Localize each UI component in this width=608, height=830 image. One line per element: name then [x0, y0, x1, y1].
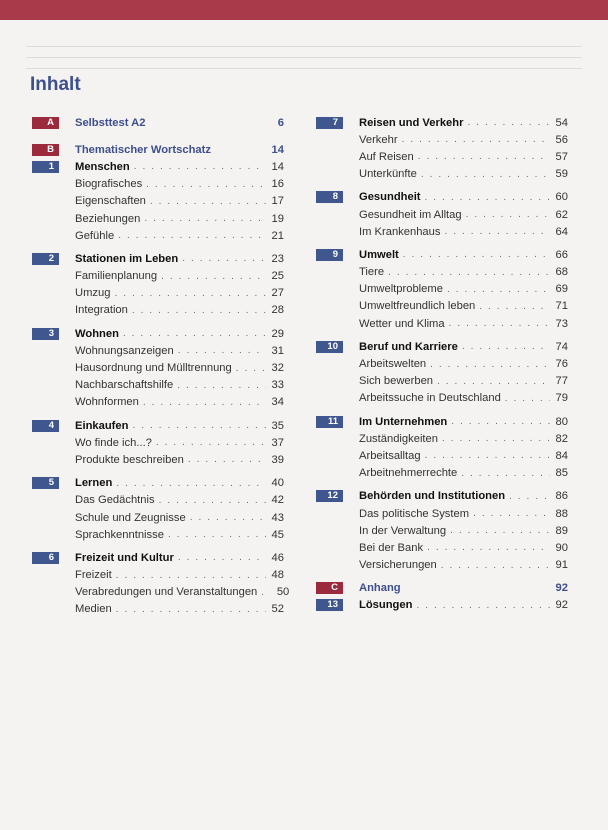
chapter-number-badge: 2: [32, 253, 59, 265]
dot-leader: [178, 552, 266, 563]
toc-entry-das-politische-system[interactable]: [316, 505, 568, 522]
toc-entry-label: Sich bewerben: [359, 375, 434, 388]
dot-leader: [144, 213, 266, 224]
toc-entry-label: Wo finde ich...?: [75, 436, 152, 449]
toc-entry-zustaendigkeiten[interactable]: [316, 430, 568, 447]
toc-entry-arbeitswelten[interactable]: [316, 355, 568, 372]
toc-entry-label: Gesundheit: [359, 191, 421, 204]
toc-entry-umweltfreundlich-leben[interactable]: [316, 298, 568, 315]
toc-page-number: 34: [271, 396, 284, 409]
dot-leader: [159, 495, 266, 506]
toc-page-number: 92: [555, 582, 568, 595]
dot-leader: [479, 301, 550, 312]
show-through-lines: [26, 36, 582, 96]
dot-leader: [425, 192, 550, 203]
toc-page-number: 14: [271, 160, 284, 173]
badge-spacer: [32, 230, 59, 242]
toc-page-number: 17: [271, 195, 284, 208]
badge-spacer: [316, 542, 343, 554]
dot-leader: [114, 288, 266, 299]
dot-leader: [388, 267, 550, 278]
dot-leader: [437, 376, 550, 387]
dot-leader: [509, 491, 550, 502]
toc-page-number: 32: [271, 362, 284, 375]
page-title: Inhalt: [30, 74, 81, 95]
chapter-number-badge: 12: [316, 490, 343, 502]
toc-entry-freizeit-und-kultur[interactable]: [32, 549, 284, 566]
chapter-number-badge: C: [316, 582, 343, 594]
toc-entry-label: Arbeitnehmerrechte: [359, 467, 458, 480]
toc-page-number: 82: [555, 432, 568, 445]
toc-page-number: 35: [271, 419, 284, 432]
toc-page-number: 64: [555, 225, 568, 238]
toc-entry-behoerden-und-institutionen[interactable]: [316, 488, 568, 505]
badge-spacer: [32, 379, 59, 391]
toc-entry-hausordnung-und-muelltrennung[interactable]: [32, 359, 284, 376]
toc-page-number: 76: [555, 358, 568, 371]
toc-entry-label: Eigenschaften: [75, 195, 146, 208]
dot-leader: [146, 179, 266, 190]
chapter-number-badge: 3: [32, 328, 59, 340]
toc-chapter-block: [32, 250, 284, 319]
chapter-number-badge: 7: [316, 117, 343, 129]
toc-left-column: [32, 114, 290, 624]
toc-page-number: 19: [271, 212, 284, 225]
toc-entry-wohnungsanzeigen[interactable]: [32, 342, 284, 359]
toc-page-number: 90: [555, 541, 568, 554]
badge-spacer: [32, 586, 59, 598]
chapter-number-badge: 8: [316, 191, 343, 203]
toc-entry-label: Menschen: [75, 160, 130, 173]
toc-entry-label: Das politische System: [359, 507, 470, 520]
toc-entry-label: Nachbarschaftshilfe: [75, 379, 174, 392]
toc-entry-das-gedaechtnis[interactable]: [32, 492, 284, 509]
toc-chapter-block: [316, 488, 568, 574]
dot-leader: [403, 249, 550, 260]
toc-entry-beziehungen[interactable]: [32, 210, 284, 227]
toc-page-number: 42: [271, 494, 284, 507]
toc-page-number: 54: [555, 116, 568, 129]
badge-spacer: [316, 151, 343, 163]
toc-entry-label: Selbsttest A2: [75, 116, 146, 129]
badge-spacer: [316, 467, 343, 479]
toc-entry-label: Wohnen: [75, 327, 119, 340]
toc-entry-label: Das Gedächtnis: [75, 494, 155, 507]
badge-spacer: [316, 450, 343, 462]
toc-chapter-block: [316, 189, 568, 241]
toc-entry-label: Wohnungsanzeigen: [75, 344, 174, 357]
badge-spacer: [32, 362, 59, 374]
toc-entry-menschen[interactable]: [32, 158, 284, 175]
toc-entry-gesundheit[interactable]: [316, 189, 568, 206]
badge-spacer: [32, 213, 59, 225]
toc-entry-eigenschaften[interactable]: [32, 193, 284, 210]
dot-leader: [442, 433, 550, 444]
toc-entry-label: Wetter und Klima: [359, 317, 445, 330]
toc-chapter-block: [316, 413, 568, 482]
toc-entry-label: Freizeit und Kultur: [75, 551, 174, 564]
dot-leader: [418, 151, 550, 162]
toc-page-number: 28: [271, 304, 284, 317]
dot-leader: [116, 604, 266, 615]
badge-spacer: [316, 559, 343, 571]
toc-entry-label: Integration: [75, 304, 128, 317]
toc-entry-label: Produkte beschreiben: [75, 453, 184, 466]
toc-page-number: 68: [555, 266, 568, 279]
toc-entry-sprachkenntnisse[interactable]: [32, 526, 284, 543]
badge-spacer: [316, 318, 343, 330]
dot-leader: [190, 512, 266, 523]
toc-entry-wohnformen[interactable]: [32, 394, 284, 411]
toc-entry-label: Anhang: [359, 582, 401, 595]
toc-page-number: 57: [555, 150, 568, 163]
badge-spacer: [32, 396, 59, 408]
toc-chapter-block: [32, 114, 284, 131]
toc-entry-label: Arbeitsalltag: [359, 449, 421, 462]
toc-entry-wetter-und-klima[interactable]: [316, 315, 568, 332]
toc-entry-arbeitnehmerrechte[interactable]: [316, 465, 568, 482]
badge-spacer: [32, 603, 59, 615]
toc-chapter-block: [316, 580, 568, 614]
dot-leader: [505, 393, 550, 404]
dot-leader: [467, 117, 550, 128]
badge-spacer: [316, 358, 343, 370]
dot-leader: [134, 161, 266, 172]
toc-entry-label: Umzug: [75, 287, 111, 300]
chapter-number-badge: 9: [316, 249, 343, 261]
dot-leader: [462, 341, 550, 352]
toc-entry-label: Lernen: [75, 477, 113, 490]
toc-entry-label: Beruf und Karriere: [359, 340, 458, 353]
toc-page-number: 45: [271, 528, 284, 541]
toc-page-number: 60: [555, 191, 568, 204]
toc-entry-umwelt[interactable]: [316, 246, 568, 263]
toc-entry-familienplanung[interactable]: [32, 268, 284, 285]
dot-leader: [450, 525, 550, 536]
toc-entry-bei-der-bank[interactable]: [316, 539, 568, 556]
badge-spacer: [32, 304, 59, 316]
toc-page-number: 56: [555, 133, 568, 146]
toc-entry-label: Medien: [75, 603, 112, 616]
toc-page-number: 50: [276, 586, 290, 599]
badge-spacer: [316, 134, 343, 146]
toc-page-number: 14: [271, 143, 284, 156]
toc-entry-wohnen[interactable]: [32, 325, 284, 342]
toc-entry-medien[interactable]: [32, 601, 284, 618]
toc-entry-label: Umwelt: [359, 248, 399, 261]
chapter-number-badge: 11: [316, 416, 343, 428]
toc-entry-im-krankenhaus[interactable]: [316, 223, 568, 240]
dot-leader: [430, 359, 550, 370]
dot-leader: [177, 380, 266, 391]
toc-page-number: 71: [555, 300, 568, 313]
toc-page-number: 23: [271, 252, 284, 265]
toc-page-number: 16: [271, 178, 284, 191]
toc-page-number: 85: [555, 467, 568, 480]
badge-spacer: [32, 270, 59, 282]
toc-entry-label: Auf Reisen: [359, 150, 414, 163]
toc-entry-label: Beziehungen: [75, 212, 141, 225]
toc-entry-selbsttest-a2[interactable]: [32, 114, 284, 131]
toc-entry-label: Sprachkenntnisse: [75, 528, 164, 541]
toc-entry-label: Thematischer Wortschatz: [75, 143, 211, 156]
toc-chapter-block: [32, 141, 284, 244]
toc-entry-label: Gesundheit im Alltag: [359, 208, 462, 221]
badge-spacer: [316, 168, 343, 180]
toc-entry-arbeitssuche-in-deutschland[interactable]: [316, 390, 568, 407]
dot-leader: [416, 600, 550, 611]
toc-entry-produkte-beschreiben[interactable]: [32, 451, 284, 468]
toc-page-number: 25: [271, 270, 284, 283]
badge-spacer: [316, 375, 343, 387]
dot-leader: [168, 529, 266, 540]
dot-leader: [461, 468, 550, 479]
toc-page-number: 86: [555, 490, 568, 503]
toc-page-number: 46: [271, 551, 284, 564]
dot-leader: [449, 318, 550, 329]
toc-entry-label: Tiere: [359, 266, 385, 279]
toc-entry-label: Wohnformen: [75, 396, 139, 409]
dot-leader: [123, 328, 266, 339]
toc-entry-label: Zuständigkeiten: [359, 432, 438, 445]
toc-entry-verabredungen-und-veranstaltungen[interactable]: [32, 584, 290, 601]
toc-page-number: 59: [555, 168, 568, 181]
toc-entry-einkaufen[interactable]: [32, 417, 284, 434]
toc-entry-label: Freizeit: [75, 569, 112, 582]
toc-entry-tiere[interactable]: [316, 264, 568, 281]
toc-entry-biografisches[interactable]: [32, 176, 284, 193]
dot-leader: [182, 253, 266, 264]
dot-leader: [447, 284, 550, 295]
dot-leader: [427, 542, 550, 553]
toc-entry-im-unternehmen[interactable]: [316, 413, 568, 430]
toc-page-number: 69: [555, 283, 568, 296]
dot-leader: [150, 196, 266, 207]
toc-entry-gesundheit-im-alltag[interactable]: [316, 206, 568, 223]
badge-spacer: [32, 287, 59, 299]
chapter-number-badge: 4: [32, 420, 59, 432]
badge-spacer: [316, 283, 343, 295]
toc-page-number: 40: [271, 477, 284, 490]
toc-entry-schule-und-zeugnisse[interactable]: [32, 509, 284, 526]
toc-page-number: 39: [271, 453, 284, 466]
toc-entry-arbeitsalltag[interactable]: [316, 447, 568, 464]
toc-page-number: 66: [555, 248, 568, 261]
toc-page-number: 29: [271, 327, 284, 340]
dot-leader: [156, 437, 266, 448]
dot-leader: [143, 397, 266, 408]
toc-entry-label: Biografisches: [75, 178, 143, 191]
dot-leader: [132, 420, 266, 431]
dot-leader: [473, 508, 550, 519]
toc-page-number: 80: [555, 415, 568, 428]
toc-entry-loesungen[interactable]: [316, 597, 568, 614]
toc-page-number: 52: [271, 603, 284, 616]
dot-leader: [451, 416, 550, 427]
chapter-number-badge: 5: [32, 477, 59, 489]
toc-entry-unterkuenfte[interactable]: [316, 166, 568, 183]
toc-chapter-block: [32, 417, 284, 469]
toc-entry-umzug[interactable]: [32, 285, 284, 302]
badge-spacer: [32, 195, 59, 207]
toc-entry-integration[interactable]: [32, 302, 284, 319]
toc-entry-reisen-und-verkehr[interactable]: [316, 114, 568, 131]
toc-page-number: 33: [271, 379, 284, 392]
toc-entry-label: Behörden und Institutionen: [359, 490, 506, 503]
toc-right-column: [316, 114, 568, 620]
badge-spacer: [32, 529, 59, 541]
top-color-bar: [0, 0, 608, 20]
toc-entry-umweltprobleme[interactable]: [316, 281, 568, 298]
badge-spacer: [32, 494, 59, 506]
toc-entry-stationen-im-leben[interactable]: [32, 250, 284, 267]
toc-entry-label: In der Verwaltung: [359, 524, 447, 537]
toc-entry-freizeit[interactable]: [32, 567, 284, 584]
toc-entry-in-der-verwaltung[interactable]: [316, 522, 568, 539]
dot-leader: [118, 230, 266, 241]
toc-page-number: 37: [271, 436, 284, 449]
badge-spacer: [316, 300, 343, 312]
badge-spacer: [32, 178, 59, 190]
toc-page-number: 31: [271, 344, 284, 357]
toc-entry-auf-reisen[interactable]: [316, 148, 568, 165]
badge-spacer: [32, 437, 59, 449]
toc-page-number: 91: [555, 559, 568, 572]
toc-entry-label: Stationen im Leben: [75, 252, 179, 265]
toc-page-number: 62: [555, 208, 568, 221]
chapter-number-badge: A: [32, 117, 59, 129]
toc-entry-label: Umweltprobleme: [359, 283, 443, 296]
dot-leader: [132, 305, 266, 316]
toc-entry-sich-bewerben[interactable]: [316, 373, 568, 390]
badge-spacer: [316, 433, 343, 445]
dot-leader: [466, 209, 550, 220]
chapter-number-badge: 10: [316, 341, 343, 353]
chapter-number-badge: 1: [32, 161, 59, 173]
toc-page-number: 79: [555, 392, 568, 405]
toc-page-number: 77: [555, 375, 568, 388]
toc-entry-beruf-und-karriere[interactable]: [316, 338, 568, 355]
toc-entry-label: Lösungen: [359, 599, 413, 612]
toc-page-number: 84: [555, 449, 568, 462]
toc-entry-anhang[interactable]: [316, 580, 568, 597]
toc-entry-thematischer-wortschatz[interactable]: [32, 141, 284, 158]
badge-spacer: [316, 266, 343, 278]
dot-leader: [425, 450, 550, 461]
toc-page-number: 43: [271, 511, 284, 524]
toc-page-number: 73: [555, 317, 568, 330]
toc-entry-label: Bei der Bank: [359, 541, 424, 554]
toc-page-number: 48: [271, 569, 284, 582]
toc-page-number: 6: [277, 116, 284, 129]
toc-chapter-block: [32, 325, 284, 411]
toc-entry-label: Familienplanung: [75, 270, 158, 283]
dot-leader: [402, 134, 550, 145]
toc-chapter-block: [316, 338, 568, 407]
dot-leader: [116, 478, 266, 489]
dot-leader: [161, 271, 266, 282]
toc-entry-label: Schule und Zeugnisse: [75, 511, 186, 524]
toc-entry-label: Unterkünfte: [359, 168, 417, 181]
badge-spacer: [316, 226, 343, 238]
toc-page-number: 27: [271, 287, 284, 300]
toc-entry-nachbarschaftshilfe[interactable]: [32, 377, 284, 394]
badge-spacer: [32, 512, 59, 524]
badge-spacer: [316, 209, 343, 221]
toc-page-number: 88: [555, 507, 568, 520]
toc-chapter-block: [32, 475, 284, 544]
toc-chapter-block: [316, 114, 568, 183]
toc-entry-label: Einkaufen: [75, 419, 129, 432]
toc-entry-label: Arbeitswelten: [359, 358, 427, 371]
badge-spacer: [316, 525, 343, 537]
toc-page-number: 89: [555, 524, 568, 537]
toc-chapter-block: [32, 549, 290, 618]
toc-entry-label: Im Krankenhaus: [359, 225, 441, 238]
toc-entry-label: Im Unternehmen: [359, 415, 448, 428]
dot-leader: [421, 169, 550, 180]
dot-leader: [178, 345, 266, 356]
toc-entry-wo-finde-ich[interactable]: [32, 434, 284, 451]
toc-entry-label: Umweltfreundlich leben: [359, 300, 476, 313]
toc-page-number: 21: [271, 229, 284, 242]
toc-entry-label: Gefühle: [75, 229, 115, 242]
dot-leader: [261, 587, 271, 598]
chapter-number-badge: 6: [32, 552, 59, 564]
toc-chapter-block: [316, 246, 568, 332]
badge-spacer: [32, 454, 59, 466]
toc-entry-verkehr[interactable]: [316, 131, 568, 148]
toc-entry-lernen[interactable]: [32, 475, 284, 492]
toc-page-number: 92: [555, 599, 568, 612]
toc-page-number: 74: [555, 340, 568, 353]
chapter-number-badge: 13: [316, 599, 343, 611]
toc-entry-label: Versicherungen: [359, 559, 437, 572]
dot-leader: [444, 226, 550, 237]
toc-entry-label: Hausordnung und Mülltrennung: [75, 362, 232, 375]
badge-spacer: [32, 345, 59, 357]
badge-spacer: [316, 392, 343, 404]
toc-entry-gefuehle[interactable]: [32, 227, 284, 244]
badge-spacer: [316, 508, 343, 520]
dot-leader: [188, 454, 266, 465]
dot-leader: [116, 570, 266, 581]
badge-spacer: [32, 569, 59, 581]
dot-leader: [236, 363, 266, 374]
toc-entry-label: Verabredungen und Veranstaltungen: [75, 586, 258, 599]
dot-leader: [441, 560, 550, 571]
toc-entry-label: Verkehr: [359, 133, 398, 146]
toc-entry-label: Arbeitssuche in Deutschland: [359, 392, 501, 405]
toc-entry-versicherungen[interactable]: [316, 557, 568, 574]
chapter-number-badge: B: [32, 144, 59, 156]
toc-entry-label: Reisen und Verkehr: [359, 116, 464, 129]
